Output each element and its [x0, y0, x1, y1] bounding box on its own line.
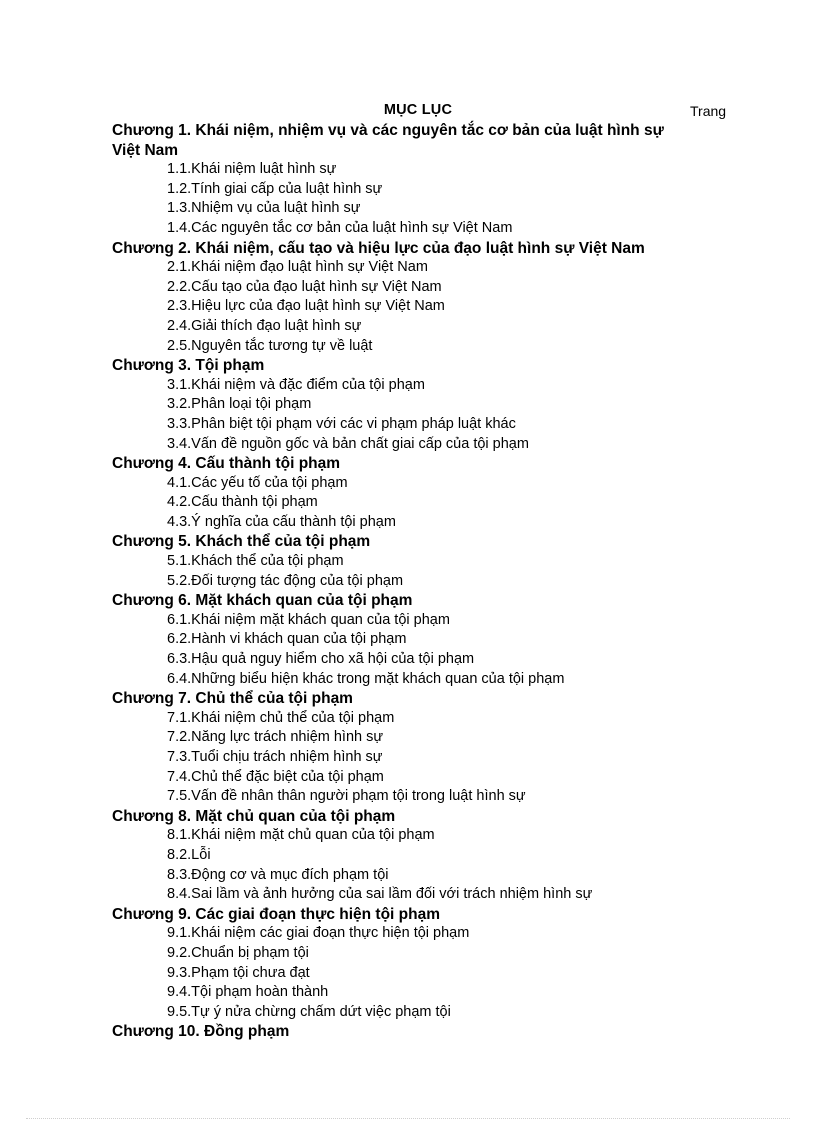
chapter-heading[interactable]: Chương 10. Đồng phạm — [112, 1023, 290, 1041]
section-item[interactable]: 9.4.Tội phạm hoàn thành — [167, 984, 329, 1001]
section-item[interactable]: 1.1.Khái niệm luật hình sự — [167, 161, 337, 178]
section-item[interactable]: 4.3.Ý nghĩa của cấu thành tội phạm — [167, 513, 396, 530]
section-item[interactable]: 2.5.Nguyên tắc tương tự về luật — [167, 337, 373, 354]
section-item[interactable]: 3.3.Phân biệt tội phạm với các vi phạm pháp luật khác — [167, 415, 516, 432]
chapter-heading[interactable]: Chương 4. Cấu thành tội phạm — [112, 455, 341, 473]
toc-title: MỤC LỤC — [383, 102, 453, 118]
section-item[interactable]: 8.3.Động cơ và mục đích phạm tội — [167, 866, 389, 883]
section-item[interactable]: 2.3.Hiệu lực của đạo luật hình sự Việt Nam — [167, 298, 445, 315]
page-bottom-divider — [26, 1118, 790, 1119]
section-item[interactable]: 8.1.Khái niệm mặt chủ quan của tội phạm — [167, 827, 435, 844]
chapter-heading[interactable]: Chương 1. Khái niệm, nhiệm vụ và các nguyên tắc cơ bản của luật hình sự Việt Nam — [112, 122, 664, 159]
section-item[interactable]: 7.5.Vấn đề nhân thân người phạm tội trong luật hình sự — [167, 788, 526, 805]
section-item[interactable]: 9.5.Tự ý nửa chừng chấm dứt việc phạm tội — [167, 1003, 451, 1020]
section-item[interactable]: 1.3.Nhiệm vụ của luật hình sự — [167, 200, 361, 217]
section-item[interactable]: 6.2.Hành vi khách quan của tội phạm — [167, 631, 407, 648]
section-item[interactable]: 3.1.Khái niệm và đặc điểm của tội phạm — [167, 376, 425, 393]
table-of-contents — [112, 121, 692, 1042]
section-item[interactable]: 7.1.Khái niệm chủ thể của tội phạm — [167, 709, 395, 726]
chapter-heading[interactable]: Chương 5. Khách thể của tội phạm — [112, 533, 371, 551]
section-item[interactable]: 6.3.Hậu quả nguy hiểm cho xã hội của tội phạm — [167, 651, 475, 668]
toc-header — [0, 101, 816, 123]
section-item[interactable]: 4.2.Cấu thành tội phạm — [167, 494, 318, 511]
section-item[interactable]: 3.2.Phân loại tội phạm — [167, 396, 312, 413]
section-item[interactable]: 6.4.Những biểu hiện khác trong mặt khách quan của tội phạm — [167, 670, 565, 687]
section-item[interactable]: 2.2.Cấu tạo của đạo luật hình sự Việt Nam — [167, 278, 442, 295]
section-item[interactable]: 1.4.Các nguyên tắc cơ bản của luật hình sự Việt Nam — [167, 219, 513, 236]
section-item[interactable]: 5.2.Đối tượng tác động của tội phạm — [167, 572, 404, 589]
section-item[interactable]: 7.3.Tuổi chịu trách nhiệm hình sự — [167, 749, 383, 765]
section-item[interactable]: 7.4.Chủ thể đặc biệt của tội phạm — [167, 768, 384, 785]
section-item[interactable]: 1.2.Tính giai cấp của luật hình sự — [167, 180, 383, 197]
section-item[interactable]: 4.1.Các yếu tố của tội phạm — [167, 474, 348, 491]
section-item[interactable]: 8.2.Lỗi — [167, 846, 211, 863]
chapter-heading[interactable]: Chương 3. Tội phạm — [112, 357, 265, 375]
page-column-label: Trang — [690, 103, 727, 119]
section-item[interactable]: 8.4.Sai lầm và ảnh hưởng của sai lầm đối với trách nhiệm hình sự — [167, 886, 593, 903]
chapter-heading[interactable]: Chương 7. Chủ thể của tội phạm — [112, 690, 353, 708]
section-item[interactable]: 7.2.Năng lực trách nhiệm hình sự — [167, 729, 384, 746]
section-item[interactable]: 3.4.Vấn đề nguồn gốc và bản chất giai cấp của tội phạm — [167, 435, 529, 452]
chapter-heading[interactable]: Chương 2. Khái niệm, cấu tạo và hiệu lực của đạo luật hình sự Việt Nam — [112, 239, 645, 257]
section-item[interactable]: 2.4.Giải thích đạo luật hình sự — [167, 317, 362, 334]
section-item[interactable]: 9.2.Chuẩn bị phạm tội — [167, 944, 309, 961]
section-item[interactable]: 5.1.Khách thể của tội phạm — [167, 553, 344, 570]
chapter-heading[interactable]: Chương 9. Các giai đoạn thực hiện tội phạm — [112, 905, 440, 923]
section-item[interactable]: 6.1.Khái niệm mặt khách quan của tội phạm — [167, 611, 450, 628]
section-item[interactable]: 9.3.Phạm tội chưa đạt — [167, 964, 310, 981]
chapter-heading[interactable]: Chương 8. Mặt chủ quan của tội phạm — [112, 807, 396, 825]
section-item[interactable]: 9.1.Khái niệm các giai đoạn thực hiện tội phạm — [167, 925, 470, 942]
section-item[interactable]: 2.1.Khái niệm đạo luật hình sự Việt Nam — [167, 259, 428, 276]
chapter-heading[interactable]: Chương 6. Mặt khách quan của tội phạm — [112, 592, 413, 610]
